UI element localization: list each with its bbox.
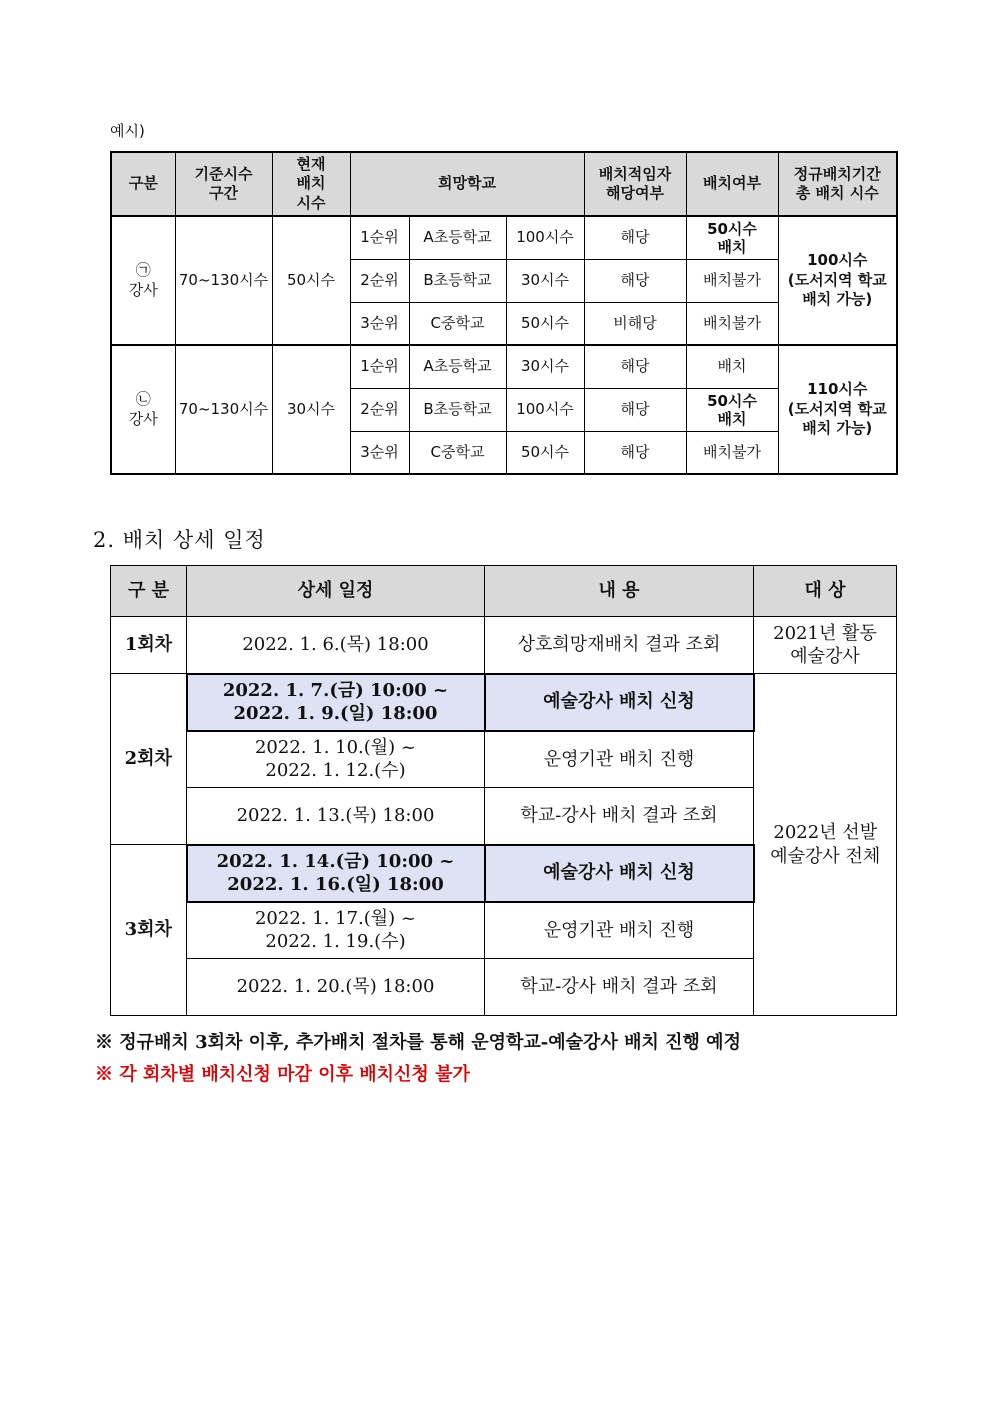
rank: 1순위 [350,216,409,259]
school: B초등학교 [409,388,506,431]
placement-example-table [110,151,898,475]
requested-hours: 30시수 [506,259,584,302]
schedule-cell: 2022. 1. 7.(금) 10:00 ~ 2022. 1. 9.(일) 18:00 [187,674,485,731]
content-cell: 운영기관 배치 진행 [485,902,754,959]
placement-status: 50시수 배치 [686,216,778,259]
total-hours [778,345,897,474]
eligible: 해당 [584,431,686,474]
rank: 3순위 [350,431,409,474]
instructor-label: ㉡ 강사 [111,345,175,474]
eligible: 해당 [584,345,686,388]
school: C중학교 [409,302,506,345]
content-cell: 예술강사 배치 신청 [485,845,754,902]
header-target: 대 상 [754,566,897,617]
round-label: 3회차 [111,845,187,1016]
school: A초등학교 [409,345,506,388]
standard-range: 70~130시수 [175,216,272,345]
school: C중학교 [409,431,506,474]
total-hours-value: 100시수 (도서지역 학교 배치 가능) [787,251,887,309]
header-round: 구 분 [111,566,187,617]
eligible: 해당 [584,388,686,431]
standard-range: 70~130시수 [175,345,272,474]
eligible: 해당 [584,259,686,302]
header-desired-school: 희망학교 [350,152,584,216]
content-cell: 예술강사 배치 신청 [485,674,754,731]
total-hours [778,216,897,345]
header-content: 내 용 [485,566,754,617]
placement-status: 배치불가 [686,259,778,302]
placement-status: 배치 [686,345,778,388]
rank: 2순위 [350,388,409,431]
section-title: 2. 배치 상세 일정 [93,528,266,552]
schedule-cell: 2022. 1. 20.(목) 18:00 [187,959,485,1016]
content-cell: 상호희망재배치 결과 조회 [485,617,754,674]
rank: 2순위 [350,259,409,302]
schedule-table [110,565,897,1016]
schedule-cell: 2022. 1. 14.(금) 10:00 ~ 2022. 1. 16.(일) 18:00 [187,845,485,902]
header-category: 구분 [111,152,175,216]
example-label: 예시) [110,122,145,140]
header-total-hours: 정규배치기간 총 배치 시수 [778,152,897,216]
round-label: 1회차 [111,617,187,674]
header-standard-hours: 기준시수 구간 [175,152,272,216]
requested-hours: 100시수 [506,388,584,431]
header-eligibility: 배치적임자 해당여부 [584,152,686,216]
rank: 1순위 [350,345,409,388]
requested-hours: 100시수 [506,216,584,259]
school: B초등학교 [409,259,506,302]
note-deadline-warning: ※ 각 회차별 배치신청 마감 이후 배치신청 불가 [95,1064,470,1085]
total-hours-value: 110시수 (도서지역 학교 배치 가능) [787,380,887,438]
header-current-hours: 현재 배치 시수 [272,152,350,216]
note-additional-placement: ※ 정규배치 3회차 이후, 추가배치 절차를 통해 운영학교-예술강사 배치 진행 예정 [95,1032,741,1053]
school: A초등학교 [409,216,506,259]
requested-hours: 30시수 [506,345,584,388]
round-label: 2회차 [111,674,187,845]
content-cell: 운영기관 배치 진행 [485,731,754,788]
requested-hours: 50시수 [506,431,584,474]
target-cell: 2021년 활동 예술강사 [754,617,897,674]
current-hours: 50시수 [272,216,350,345]
eligible: 해당 [584,216,686,259]
instructor-label: ㉠ 강사 [111,216,175,345]
schedule-cell: 2022. 1. 10.(월) ~ 2022. 1. 12.(수) [187,731,485,788]
content-cell: 학교-강사 배치 결과 조회 [485,788,754,845]
eligible: 비해당 [584,302,686,345]
current-hours: 30시수 [272,345,350,474]
target-cell: 2022년 선발 예술강사 전체 [754,674,897,1016]
placement-status: 배치불가 [686,302,778,345]
header-schedule: 상세 일정 [187,566,485,617]
schedule-cell: 2022. 1. 13.(목) 18:00 [187,788,485,845]
placement-status: 배치불가 [686,431,778,474]
schedule-cell: 2022. 1. 6.(목) 18:00 [187,617,485,674]
header-placement-status: 배치여부 [686,152,778,216]
requested-hours: 50시수 [506,302,584,345]
content-cell: 학교-강사 배치 결과 조회 [485,959,754,1016]
schedule-cell: 2022. 1. 17.(월) ~ 2022. 1. 19.(수) [187,902,485,959]
rank: 3순위 [350,302,409,345]
placement-status: 50시수 배치 [686,388,778,431]
